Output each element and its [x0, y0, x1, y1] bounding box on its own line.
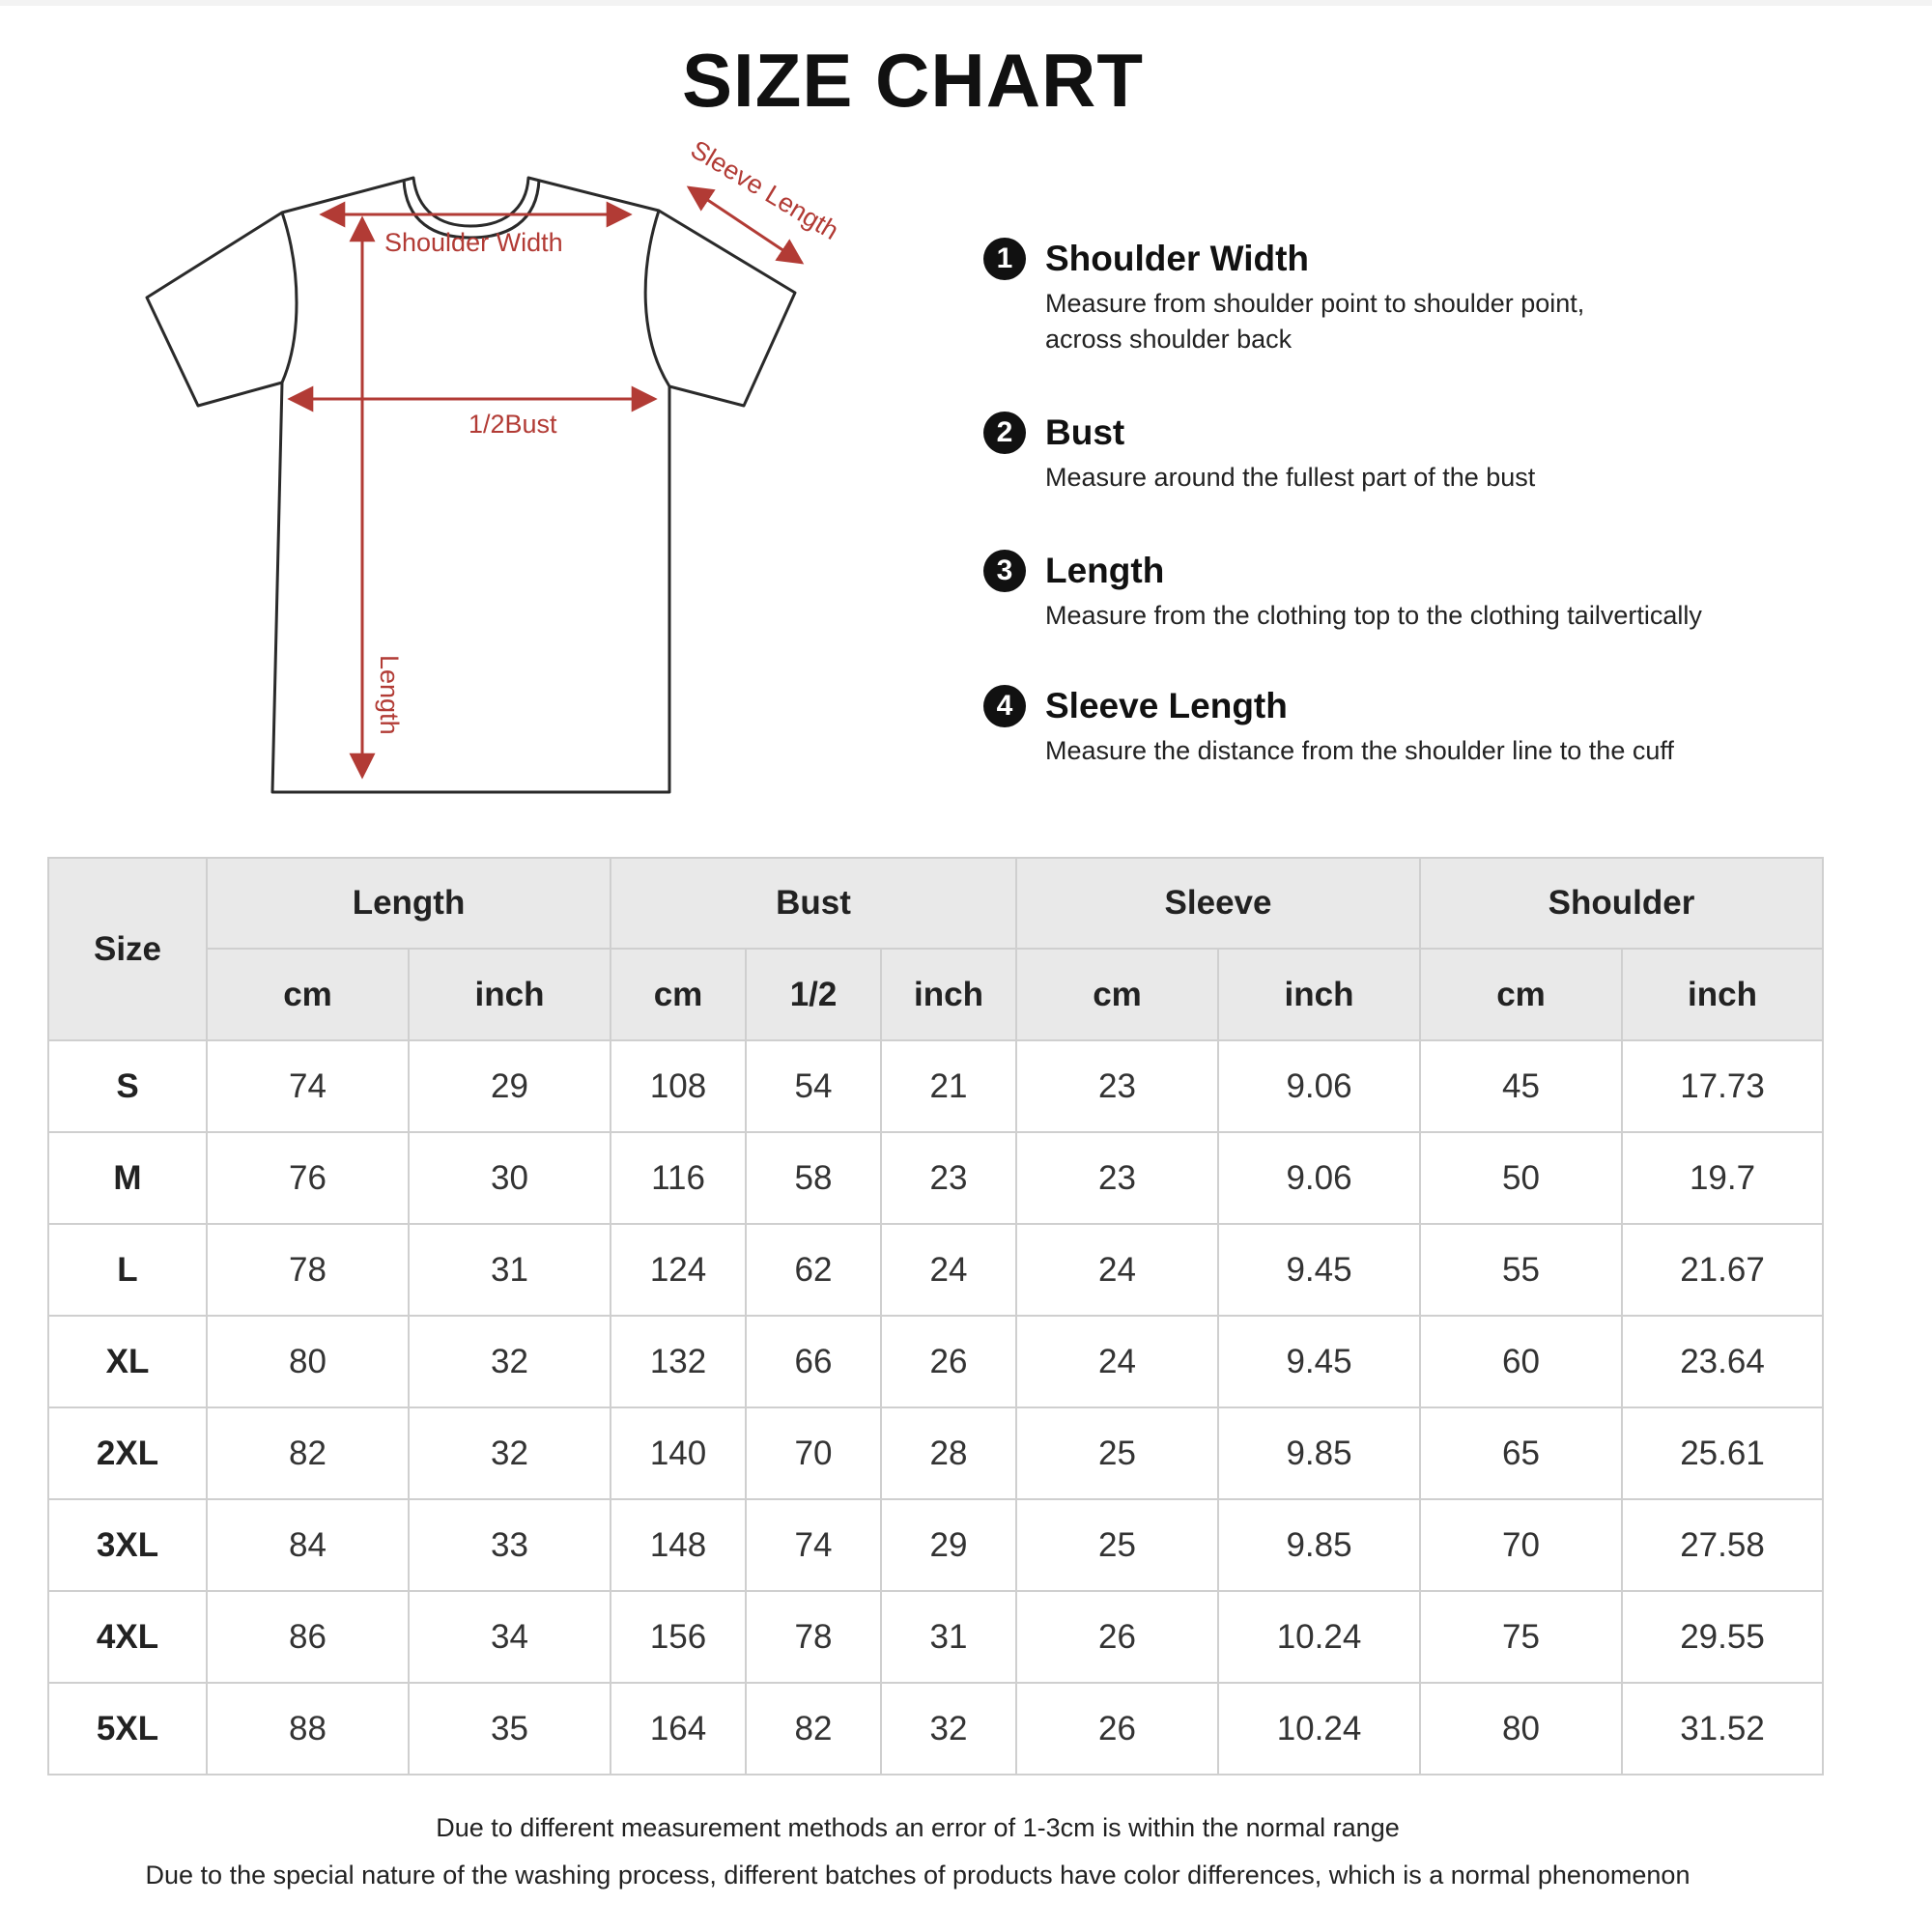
value-cell: 88: [207, 1683, 409, 1775]
value-cell: 78: [746, 1591, 881, 1683]
legend-title: Shoulder Width: [1045, 239, 1310, 278]
value-cell: 35: [409, 1683, 611, 1775]
top-border: [0, 0, 1932, 6]
value-cell: 28: [881, 1407, 1016, 1499]
legend-description: Measure the distance from the shoulder line to the cuff: [1045, 736, 1674, 765]
table-row: [48, 1407, 1823, 1499]
value-cell: 66: [746, 1316, 881, 1407]
value-cell: 23.64: [1622, 1316, 1823, 1407]
value-cell: 58: [746, 1132, 881, 1224]
measurement-error-note: Due to different measurement methods an error of 1-3cm is within the normal range: [436, 1813, 1400, 1842]
value-cell: 54: [746, 1040, 881, 1132]
value-cell: 164: [611, 1683, 746, 1775]
value-cell: 23: [1016, 1040, 1218, 1132]
value-cell: 86: [207, 1591, 409, 1683]
value-cell: 9.85: [1218, 1499, 1420, 1591]
shoulder-group-header: Shoulder: [1420, 858, 1823, 949]
value-cell: 29: [881, 1499, 1016, 1591]
right-armhole-seam: [645, 211, 669, 386]
legend-description: Measure from the clothing top to the clothing tailvertically: [1045, 601, 1702, 630]
sleeve-length-label: Sleeve Length: [685, 134, 844, 246]
value-cell: 24: [1016, 1224, 1218, 1316]
value-cell: 82: [207, 1407, 409, 1499]
size-cell: 2XL: [48, 1407, 207, 1499]
tshirt-illustration: [0, 126, 966, 821]
value-cell: 9.06: [1218, 1040, 1420, 1132]
size-cell: L: [48, 1224, 207, 1316]
value-cell: 84: [207, 1499, 409, 1591]
value-cell: 23: [881, 1132, 1016, 1224]
value-cell: 45: [1420, 1040, 1622, 1132]
legend-item-length: [983, 544, 1853, 679]
value-cell: 74: [746, 1499, 881, 1591]
legend-item-bust: [983, 406, 1853, 544]
value-cell: 62: [746, 1224, 881, 1316]
value-cell: 27.58: [1622, 1499, 1823, 1591]
size-column-header: Size: [48, 858, 207, 1040]
table-row: [48, 1224, 1823, 1316]
unit-header: cm: [1420, 949, 1622, 1040]
legend-item-sleeve-length: [983, 679, 1853, 769]
value-cell: 29: [409, 1040, 611, 1132]
legend-description: Measure from shoulder point to shoulder point, across shoulder back: [1045, 289, 1585, 354]
left-armhole-seam: [282, 213, 297, 383]
value-cell: 9.45: [1218, 1224, 1420, 1316]
size-cell: 3XL: [48, 1499, 207, 1591]
value-cell: 65: [1420, 1407, 1622, 1499]
table-row: [48, 1591, 1823, 1683]
value-cell: 31.52: [1622, 1683, 1823, 1775]
table-row: [48, 1683, 1823, 1775]
table-group-header-row: [48, 858, 1823, 949]
unit-header: inch: [1218, 949, 1420, 1040]
value-cell: 26: [1016, 1683, 1218, 1775]
value-cell: 132: [611, 1316, 746, 1407]
value-cell: 29.55: [1622, 1591, 1823, 1683]
value-cell: 32: [881, 1683, 1016, 1775]
value-cell: 78: [207, 1224, 409, 1316]
tshirt-outline: [147, 178, 795, 792]
value-cell: 74: [207, 1040, 409, 1132]
unit-header: 1/2: [746, 949, 881, 1040]
unit-header: cm: [207, 949, 409, 1040]
value-cell: 32: [409, 1407, 611, 1499]
value-cell: 33: [409, 1499, 611, 1591]
number-4-icon: 4: [983, 685, 1026, 727]
value-cell: 108: [611, 1040, 746, 1132]
value-cell: 9.06: [1218, 1132, 1420, 1224]
value-cell: 55: [1420, 1224, 1622, 1316]
bust-group-header: Bust: [611, 858, 1016, 949]
legend-description: Measure around the fullest part of the bust: [1045, 463, 1536, 492]
measurement-legend: [983, 232, 1853, 769]
tshirt-diagram: [0, 126, 966, 821]
value-cell: 24: [1016, 1316, 1218, 1407]
number-2-icon: 2: [983, 412, 1026, 454]
value-cell: 26: [1016, 1591, 1218, 1683]
length-group-header: Length: [207, 858, 611, 949]
value-cell: 10.24: [1218, 1591, 1420, 1683]
value-cell: 25: [1016, 1407, 1218, 1499]
value-cell: 21.67: [1622, 1224, 1823, 1316]
legend-title: Bust: [1045, 412, 1125, 452]
value-cell: 10.24: [1218, 1683, 1420, 1775]
size-cell: M: [48, 1132, 207, 1224]
value-cell: 156: [611, 1591, 746, 1683]
value-cell: 25.61: [1622, 1407, 1823, 1499]
length-label: Length: [375, 655, 404, 735]
value-cell: 70: [746, 1407, 881, 1499]
sleeve-group-header: Sleeve: [1016, 858, 1420, 949]
legend-title: Length: [1045, 551, 1165, 590]
value-cell: 124: [611, 1224, 746, 1316]
value-cell: 75: [1420, 1591, 1622, 1683]
value-cell: 70: [1420, 1499, 1622, 1591]
value-cell: 30: [409, 1132, 611, 1224]
unit-header: cm: [611, 949, 746, 1040]
value-cell: 148: [611, 1499, 746, 1591]
page-title: SIZE CHART: [682, 38, 1144, 123]
value-cell: 76: [207, 1132, 409, 1224]
half-bust-label: 1/2Bust: [469, 410, 557, 439]
value-cell: 80: [1420, 1683, 1622, 1775]
number-1-icon: 1: [983, 238, 1026, 280]
value-cell: 140: [611, 1407, 746, 1499]
unit-header: inch: [1622, 949, 1823, 1040]
value-cell: 31: [881, 1591, 1016, 1683]
size-cell: 4XL: [48, 1591, 207, 1683]
value-cell: 31: [409, 1224, 611, 1316]
number-3-icon: 3: [983, 550, 1026, 592]
value-cell: 32: [409, 1316, 611, 1407]
value-cell: 21: [881, 1040, 1016, 1132]
value-cell: 116: [611, 1132, 746, 1224]
value-cell: 9.85: [1218, 1407, 1420, 1499]
shoulder-width-label: Shoulder Width: [384, 228, 563, 257]
table-row: [48, 1040, 1823, 1132]
value-cell: 25: [1016, 1499, 1218, 1591]
value-cell: 24: [881, 1224, 1016, 1316]
value-cell: 34: [409, 1591, 611, 1683]
value-cell: 60: [1420, 1316, 1622, 1407]
value-cell: 19.7: [1622, 1132, 1823, 1224]
size-cell: XL: [48, 1316, 207, 1407]
table-unit-header-row: [48, 949, 1823, 1040]
color-difference-note: Due to the special nature of the washing process, different batches of products have color differences, which is a normal phenomenon: [145, 1861, 1690, 1889]
size-cell: S: [48, 1040, 207, 1132]
table-row: [48, 1316, 1823, 1407]
legend-item-shoulder-width: [983, 232, 1853, 406]
value-cell: 9.45: [1218, 1316, 1420, 1407]
value-cell: 23: [1016, 1132, 1218, 1224]
value-cell: 17.73: [1622, 1040, 1823, 1132]
value-cell: 26: [881, 1316, 1016, 1407]
size-cell: 5XL: [48, 1683, 207, 1775]
unit-header: inch: [881, 949, 1016, 1040]
value-cell: 82: [746, 1683, 881, 1775]
value-cell: 50: [1420, 1132, 1622, 1224]
legend-title: Sleeve Length: [1045, 686, 1288, 725]
unit-header: inch: [409, 949, 611, 1040]
size-table: [47, 857, 1824, 1776]
unit-header: cm: [1016, 949, 1218, 1040]
table-row: [48, 1132, 1823, 1224]
value-cell: 80: [207, 1316, 409, 1407]
table-row: [48, 1499, 1823, 1591]
size-table-body: [48, 1040, 1823, 1775]
